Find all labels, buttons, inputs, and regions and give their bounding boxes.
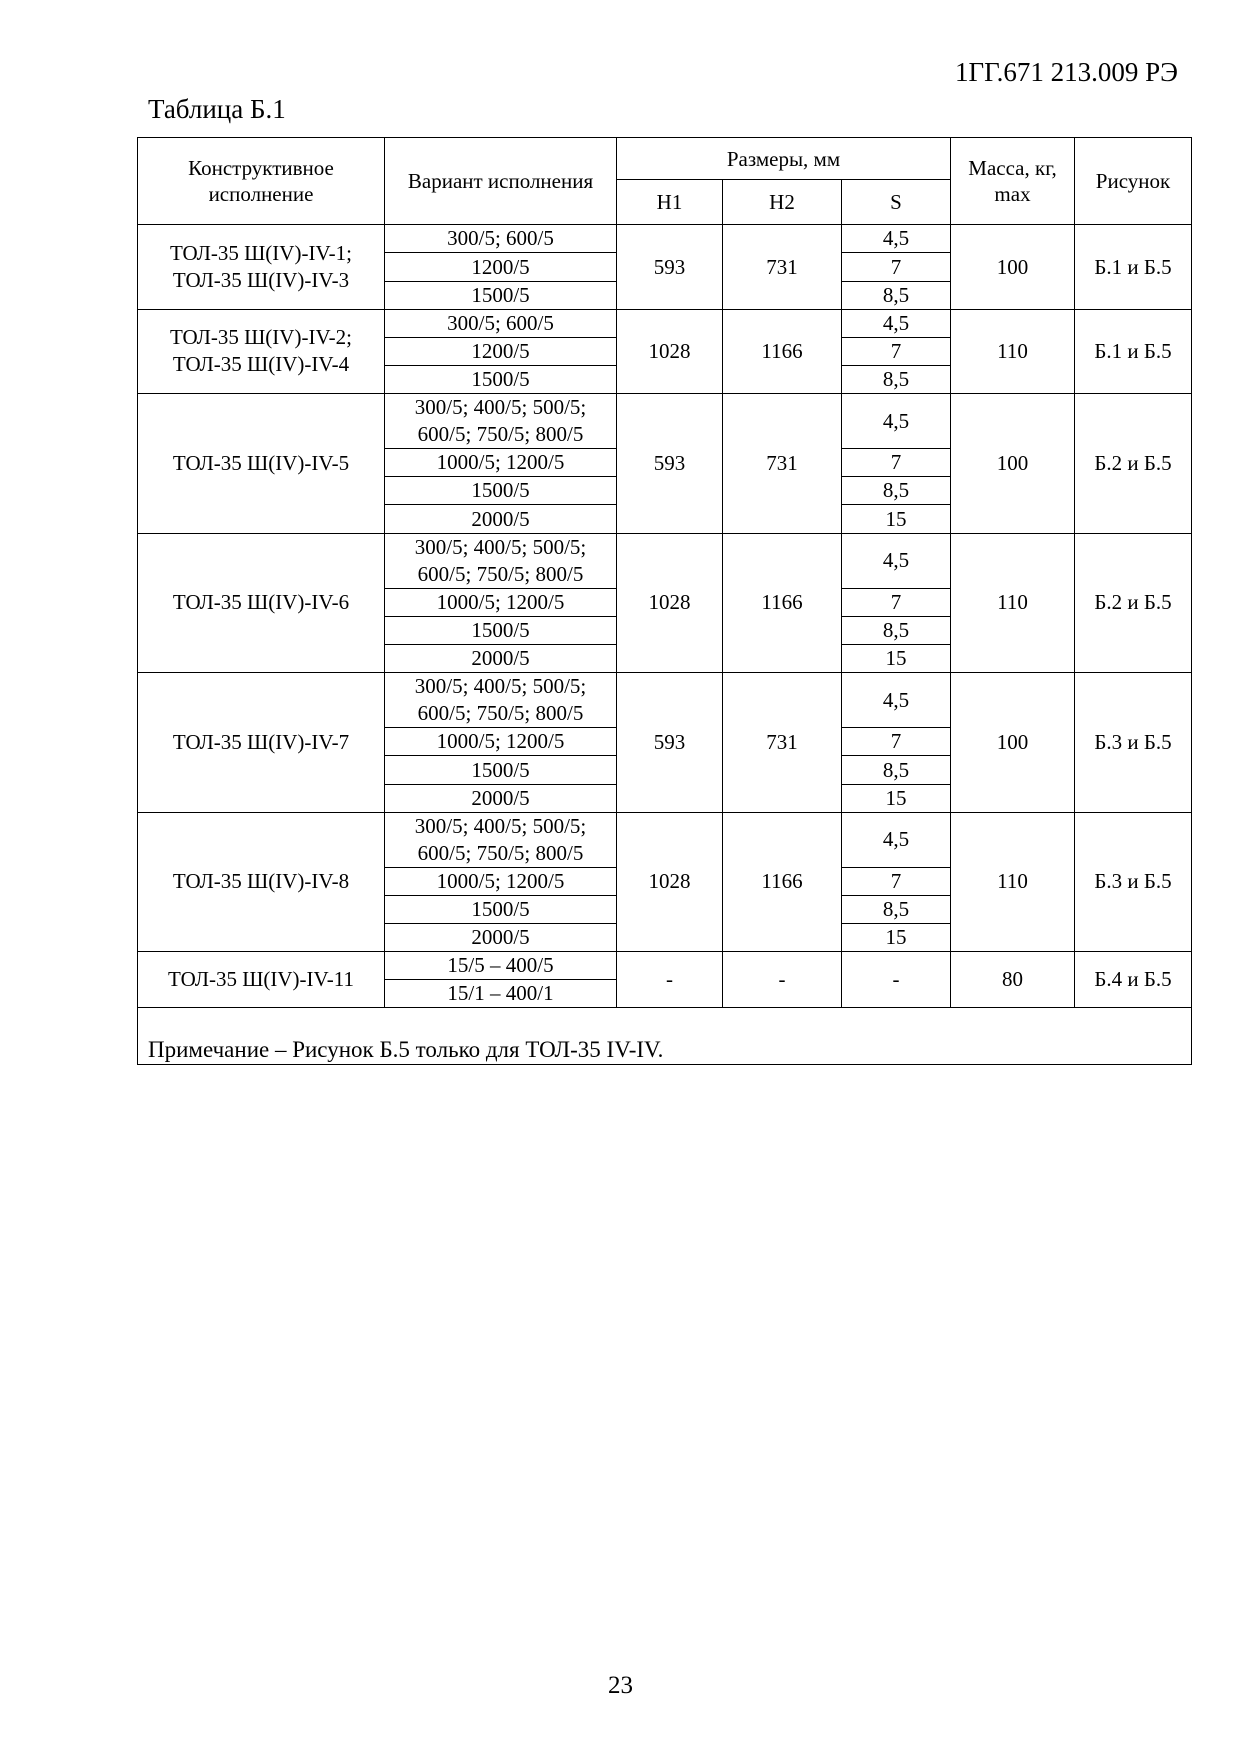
cell-line: 1500/5 xyxy=(471,478,530,503)
cell-line: 1000/5; 1200/5 xyxy=(436,450,565,475)
cell-variant xyxy=(385,812,617,867)
cell-line: ТОЛ-35 Ш(IV)-IV-3 xyxy=(172,268,350,293)
cell-h1: 593 xyxy=(617,394,723,534)
cell-s: - xyxy=(842,952,951,1008)
cell-mass: 100 xyxy=(951,394,1075,534)
cell-line: 300/5; 400/5; 500/5; xyxy=(414,813,587,838)
cell-mass: 80 xyxy=(951,952,1075,1008)
cell-line: 300/5; 600/5 xyxy=(447,226,554,251)
cell-line: 600/5; 750/5; 800/5 xyxy=(417,561,584,586)
cell-s: 8,5 xyxy=(842,477,951,505)
cell-s: 7 xyxy=(842,867,951,895)
header-h1: H1 xyxy=(617,180,723,225)
cell-line: 15/5 – 400/5 xyxy=(447,953,554,978)
cell-line: 1200/5 xyxy=(471,254,530,279)
cell-line: 2000/5 xyxy=(471,646,530,671)
cell-mass: 110 xyxy=(951,533,1075,673)
cell-s: 4,5 xyxy=(842,533,951,588)
cell-variant xyxy=(385,616,617,644)
cell-variant xyxy=(385,309,617,337)
cell-s: 4,5 xyxy=(842,225,951,253)
table-caption: Таблица Б.1 xyxy=(148,94,286,124)
table-note: Примечание – Рисунок Б.5 только для ТОЛ-35 IV-IV. xyxy=(138,1008,1192,1065)
cell-variant xyxy=(385,673,617,728)
cell-line: ТОЛ-35 Ш(IV)-IV-8 xyxy=(172,869,350,894)
cell-line: 1500/5 xyxy=(471,757,530,782)
cell-variant xyxy=(385,728,617,756)
cell-line: 1200/5 xyxy=(471,338,530,363)
cell-h2: 1166 xyxy=(723,533,842,673)
cell-line: ТОЛ-35 Ш(IV)-IV-7 xyxy=(172,729,350,754)
cell-line: 1000/5; 1200/5 xyxy=(436,868,565,893)
cell-line: ТОЛ-35 Ш(IV)-IV-1; xyxy=(169,241,353,266)
cell-h2: 731 xyxy=(723,225,842,309)
cell-design xyxy=(138,309,385,393)
cell-h1: 593 xyxy=(617,225,723,309)
cell-h1: - xyxy=(617,952,723,1008)
cell-mass: 100 xyxy=(951,673,1075,813)
header-design: Конструктивное исполнение xyxy=(138,138,385,225)
cell-variant xyxy=(385,505,617,533)
cell-h1: 1028 xyxy=(617,309,723,393)
cell-variant xyxy=(385,477,617,505)
cell-variant xyxy=(385,896,617,924)
cell-line: 1500/5 xyxy=(471,366,530,391)
cell-line: 600/5; 750/5; 800/5 xyxy=(417,840,584,865)
cell-design xyxy=(138,394,385,534)
cell-h2: 1166 xyxy=(723,309,842,393)
cell-line: 2000/5 xyxy=(471,785,530,810)
cell-figure: Б.3 и Б.5 xyxy=(1075,812,1192,952)
cell-variant xyxy=(385,449,617,477)
cell-figure: Б.3 и Б.5 xyxy=(1075,673,1192,813)
cell-line: 1000/5; 1200/5 xyxy=(436,729,565,754)
page-number: 23 xyxy=(608,1672,633,1699)
table-row xyxy=(138,309,1192,337)
cell-variant xyxy=(385,337,617,365)
cell-line: 600/5; 750/5; 800/5 xyxy=(417,701,584,726)
cell-line: ТОЛ-35 Ш(IV)-IV-2; xyxy=(169,325,353,350)
cell-h1: 593 xyxy=(617,673,723,813)
cell-line: 2000/5 xyxy=(471,925,530,950)
cell-s: 8,5 xyxy=(842,756,951,784)
cell-design xyxy=(138,225,385,309)
table-row xyxy=(138,533,1192,588)
cell-s: 7 xyxy=(842,253,951,281)
cell-variant xyxy=(385,924,617,952)
cell-variant xyxy=(385,394,617,449)
cell-s: 4,5 xyxy=(842,812,951,867)
cell-design xyxy=(138,533,385,673)
cell-mass: 100 xyxy=(951,225,1075,309)
table-row xyxy=(138,812,1192,867)
cell-design xyxy=(138,952,385,1008)
cell-line: ТОЛ-35 Ш(IV)-IV-11 xyxy=(168,967,354,992)
header-variant: Вариант исполнения xyxy=(385,138,617,225)
table-row xyxy=(138,225,1192,253)
cell-variant xyxy=(385,645,617,673)
cell-line: ТОЛ-35 Ш(IV)-IV-5 xyxy=(172,450,350,475)
cell-variant xyxy=(385,980,617,1008)
cell-variant xyxy=(385,588,617,616)
cell-variant xyxy=(385,281,617,309)
header-figure: Рисунок xyxy=(1075,138,1192,225)
cell-mass: 110 xyxy=(951,309,1075,393)
cell-h2: 1166 xyxy=(723,812,842,952)
cell-s: 8,5 xyxy=(842,616,951,644)
cell-line: 300/5; 400/5; 500/5; xyxy=(414,534,587,559)
cell-line: 15/1 – 400/1 xyxy=(447,981,554,1006)
cell-h2: - xyxy=(723,952,842,1008)
cell-line: 1500/5 xyxy=(471,897,530,922)
cell-s: 7 xyxy=(842,588,951,616)
cell-figure: Б.2 и Б.5 xyxy=(1075,394,1192,534)
cell-h1: 1028 xyxy=(617,812,723,952)
cell-figure: Б.2 и Б.5 xyxy=(1075,533,1192,673)
cell-variant xyxy=(385,365,617,393)
header-mass: Масса, кг, max xyxy=(951,138,1075,225)
cell-s: 8,5 xyxy=(842,365,951,393)
cell-mass: 110 xyxy=(951,812,1075,952)
cell-s: 7 xyxy=(842,728,951,756)
cell-s: 7 xyxy=(842,449,951,477)
cell-line: ТОЛ-35 Ш(IV)-IV-6 xyxy=(172,590,350,615)
cell-line: 300/5; 400/5; 500/5; xyxy=(414,395,587,420)
cell-line: 1500/5 xyxy=(471,617,530,642)
cell-s: 4,5 xyxy=(842,394,951,449)
specs-table xyxy=(137,137,1192,1065)
cell-s: 15 xyxy=(842,505,951,533)
cell-s: 8,5 xyxy=(842,281,951,309)
cell-figure: Б.1 и Б.5 xyxy=(1075,309,1192,393)
cell-h1: 1028 xyxy=(617,533,723,673)
cell-s: 15 xyxy=(842,924,951,952)
cell-line: 1500/5 xyxy=(471,282,530,307)
table-row xyxy=(138,394,1192,449)
cell-line: 2000/5 xyxy=(471,506,530,531)
cell-variant xyxy=(385,225,617,253)
cell-s: 15 xyxy=(842,645,951,673)
header-h2: H2 xyxy=(723,180,842,225)
cell-s: 15 xyxy=(842,784,951,812)
cell-h2: 731 xyxy=(723,673,842,813)
cell-variant xyxy=(385,784,617,812)
cell-variant xyxy=(385,253,617,281)
cell-variant xyxy=(385,867,617,895)
header-s: S xyxy=(842,180,951,225)
table-body xyxy=(138,138,1192,1065)
cell-s: 4,5 xyxy=(842,673,951,728)
cell-line: 300/5; 600/5 xyxy=(447,310,554,335)
cell-s: 7 xyxy=(842,337,951,365)
cell-variant xyxy=(385,756,617,784)
header-dimensions: Размеры, мм xyxy=(617,138,951,180)
cell-line: 300/5; 400/5; 500/5; xyxy=(414,674,587,699)
note-row xyxy=(138,1008,1192,1065)
document-code: 1ГГ.671 213.009 РЭ xyxy=(954,57,1178,87)
cell-variant xyxy=(385,952,617,980)
cell-line: ТОЛ-35 Ш(IV)-IV-4 xyxy=(172,352,350,377)
cell-line: 1000/5; 1200/5 xyxy=(436,589,565,614)
cell-design xyxy=(138,673,385,813)
cell-line: 600/5; 750/5; 800/5 xyxy=(417,422,584,447)
cell-figure: Б.1 и Б.5 xyxy=(1075,225,1192,309)
cell-variant xyxy=(385,533,617,588)
cell-h2: 731 xyxy=(723,394,842,534)
table-row xyxy=(138,952,1192,980)
table-row xyxy=(138,673,1192,728)
cell-design xyxy=(138,812,385,952)
cell-s: 8,5 xyxy=(842,896,951,924)
cell-figure: Б.4 и Б.5 xyxy=(1075,952,1192,1008)
cell-s: 4,5 xyxy=(842,309,951,337)
